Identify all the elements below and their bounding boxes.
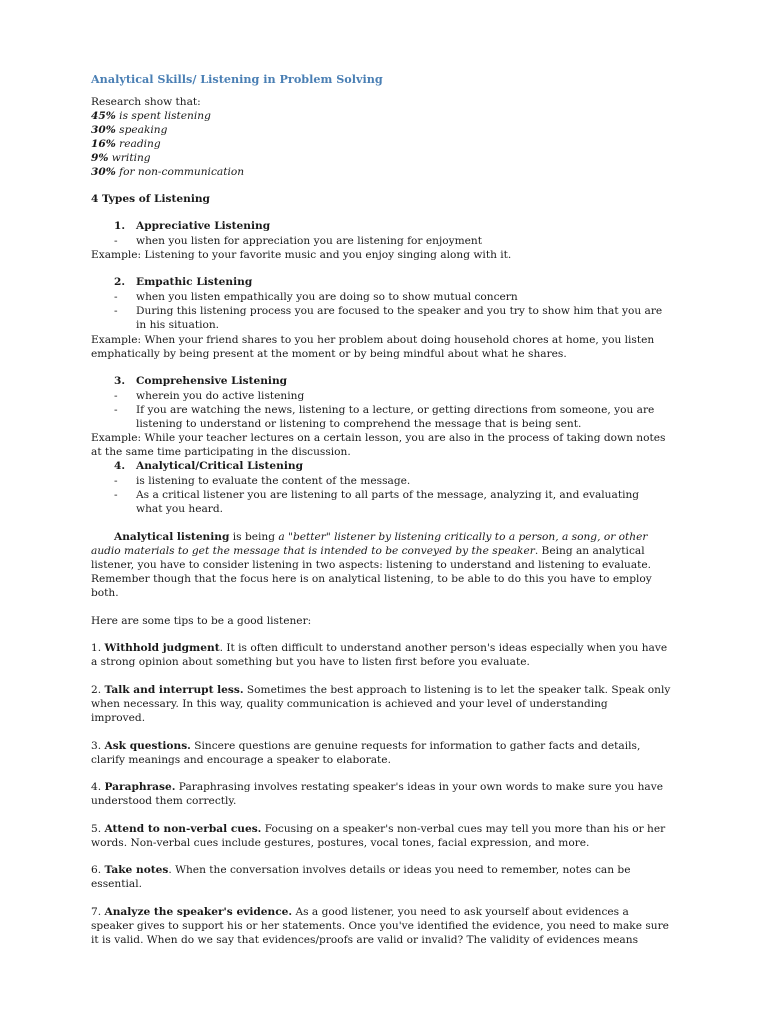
example-text: Example: Listening to your favorite music and you enjoy singing along with it.	[91, 249, 512, 261]
tip-line: improved.	[91, 712, 146, 724]
tip-line: 3. Ask questions. Sincere questions are genuine requests for information to gather facts and details,	[91, 740, 641, 752]
analytical-paragraph-line: Analytical listening is being a "better" listener by listening critically to a person, a song, or other	[114, 531, 648, 543]
bullet-text: As a critical listener you are listening to all parts of the message, analyzing it, and evaluating	[136, 489, 640, 501]
tip-line: it is valid. When do we say that evidences/proofs are valid or invalid? The validity of evidences means	[91, 934, 639, 946]
tip-line: 2. Talk and interrupt less. Sometimes the best approach to listening is to let the speaker talk. Speak only	[91, 684, 671, 696]
stat-line: 45% is spent listening	[91, 110, 211, 122]
bullet-dash: -	[114, 291, 118, 303]
analytical-paragraph-line: listener, you have to consider listening in two aspects: listening to understand and listening to evaluate.	[91, 559, 652, 571]
bullet-text: when you listen for appreciation you are listening for enjoyment	[136, 235, 482, 247]
stat-line: 30% for non-communication	[91, 166, 245, 178]
bullet-text: wherein you do active listening	[136, 390, 305, 402]
stat-line: 16% reading	[91, 138, 161, 150]
bullet-dash: -	[114, 404, 118, 416]
tip-line: 6. Take notes. When the conversation involves details or ideas you need to remember, notes can be	[91, 864, 631, 876]
bullet-text: During this listening process you are focused to the speaker and you try to show him that you are	[136, 305, 663, 317]
bullet-dash: -	[114, 390, 118, 402]
bullet-dash: -	[114, 235, 118, 247]
tip-line: words. Non-verbal cues include gestures, postures, vocal tones, facial expression, and more.	[91, 837, 590, 849]
type-number: 3.	[114, 375, 126, 387]
tip-line: a strong opinion about something but you have to listen first before you evaluate.	[91, 656, 530, 668]
tip-line: 4. Paraphrase. Paraphrasing involves restating speaker's ideas in your own words to make sure you have	[91, 781, 663, 793]
bullet-text: what you heard.	[136, 503, 224, 515]
tip-line: 5. Attend to non-verbal cues. Focusing on a speaker's non-verbal cues may tell you more than his or her	[91, 823, 666, 835]
tip-line: essential.	[91, 878, 142, 890]
example-text: emphatically by being present at the moment or by being mindful about what he shares.	[91, 348, 567, 360]
bullet-dash: -	[114, 489, 118, 501]
bullet-text: is listening to evaluate the content of the message.	[136, 475, 411, 487]
type-name: Analytical/Critical Listening	[136, 460, 303, 472]
analytical-paragraph-line: both.	[91, 587, 119, 599]
type-number: 1.	[114, 220, 126, 232]
type-name: Appreciative Listening	[136, 220, 271, 232]
stat-line: 30% speaking	[91, 124, 168, 136]
tip-line: 7. Analyze the speaker's evidence. As a good listener, you need to ask yourself about evidences a	[91, 906, 629, 918]
tip-line: when necessary. In this way, quality communication is achieved and your level of understanding	[91, 698, 608, 710]
page-title: Analytical Skills/ Listening in Problem Solving	[91, 72, 383, 86]
types-heading: 4 Types of Listening	[91, 193, 210, 205]
tip-line: clarify meanings and encourage a speaker to elaborate.	[91, 754, 391, 766]
tip-line: understood them correctly.	[91, 795, 237, 807]
type-number: 4.	[114, 460, 126, 472]
example-text: at the same time participating in the discussion.	[91, 446, 351, 458]
stat-line: 9% writing	[91, 152, 151, 164]
type-name: Empathic Listening	[136, 276, 253, 288]
bullet-text: If you are watching the news, listening to a lecture, or getting directions from someone, you are	[136, 404, 655, 416]
tip-line: 1. Withhold judgment. It is often difficult to understand another person's ideas especially when you have	[91, 642, 668, 654]
bullet-text: in his situation.	[136, 319, 220, 331]
bullet-dash: -	[114, 475, 118, 487]
bullet-text: when you listen empathically you are doing so to show mutual concern	[136, 291, 518, 303]
tips-intro: Here are some tips to be a good listener:	[91, 615, 312, 627]
example-text: Example: When your friend shares to you her problem about doing household chores at home, you listen	[91, 334, 655, 346]
analytical-paragraph-line: Remember though that the focus here is on analytical listening, to be able to do this you have to employ	[91, 573, 652, 585]
type-number: 2.	[114, 276, 126, 288]
analytical-paragraph-line: audio materials to get the message that is intended to be conveyed by the speaker. Being an analytical	[91, 545, 645, 557]
bullet-dash: -	[114, 305, 118, 317]
bullet-text: listening to understand or listening to comprehend the message that is being sent.	[136, 418, 582, 430]
research-intro: Research show that:	[91, 96, 201, 108]
example-text: Example: While your teacher lectures on a certain lesson, you are also in the process of taking down notes	[91, 432, 666, 444]
tip-line: speaker gives to support his or her statements. Once you've identified the evidence, you need to make sure	[91, 920, 669, 932]
type-name: Comprehensive Listening	[136, 375, 288, 387]
